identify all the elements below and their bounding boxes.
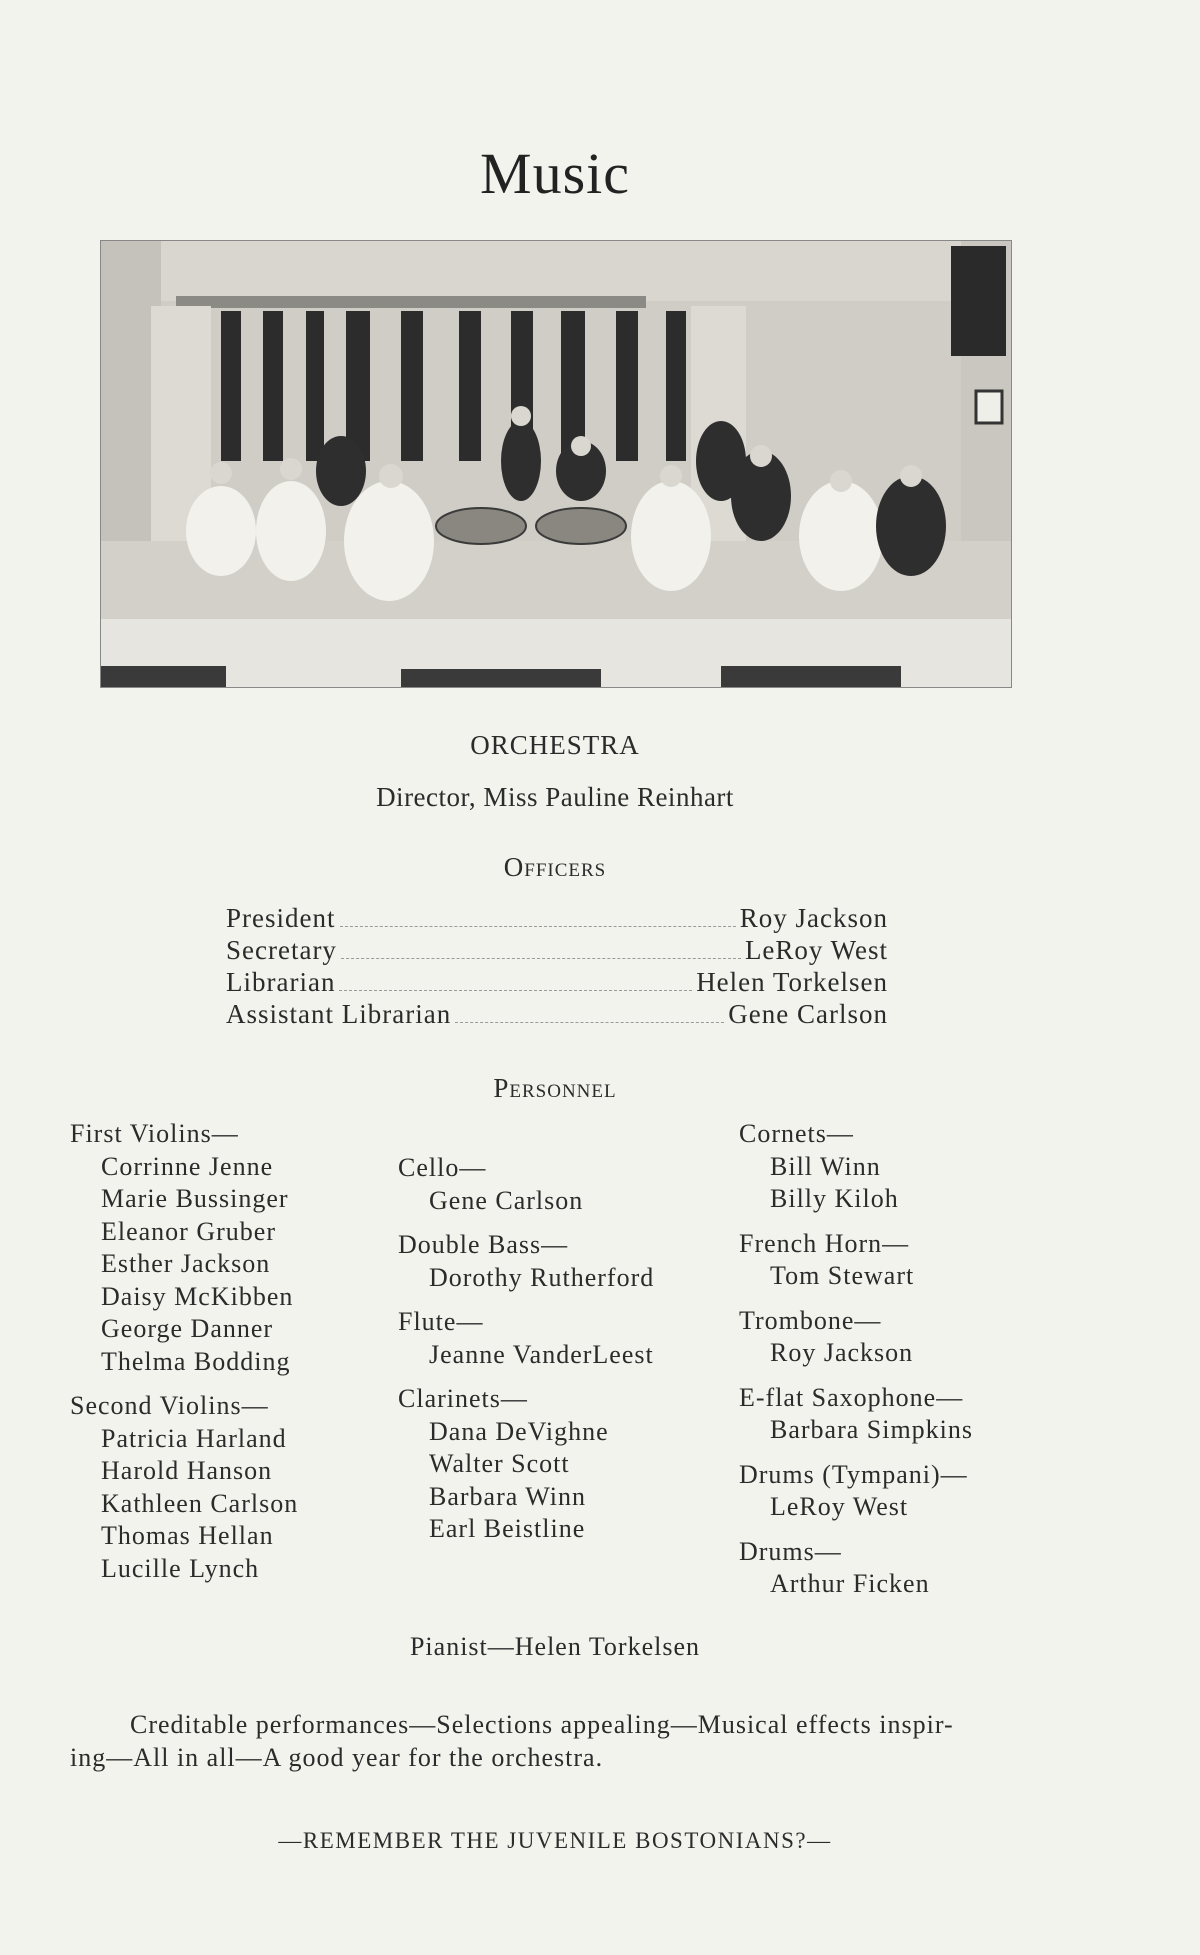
section-label: Drums (Tympani)— [739, 1459, 968, 1489]
officer-role: Assistant Librarian [226, 999, 452, 1029]
dot-leader [340, 926, 736, 927]
section-label: Clarinets— [398, 1384, 528, 1413]
member-name: Barbara Winn [429, 1481, 587, 1511]
member-name: Bill Winn [770, 1151, 881, 1181]
member-name: Earl Beistline [429, 1514, 586, 1543]
orchestra-heading: ORCHESTRA [470, 730, 640, 760]
officer-row [226, 935, 888, 967]
officers-heading: Officers [503, 852, 607, 882]
officer-name: Helen Torkelsen [696, 967, 888, 997]
member-name: Roy Jackson [770, 1338, 914, 1367]
instrument-section [739, 1382, 973, 1447]
orchestra-photo [100, 240, 1012, 688]
personnel-column-left [70, 1118, 298, 1585]
instrument-section [739, 1228, 973, 1293]
pianist-line: Pianist—Helen Torkelsen [409, 1632, 701, 1661]
officer-role: Librarian [226, 967, 336, 997]
instrument-section [398, 1306, 654, 1371]
instrument-section [739, 1536, 973, 1601]
member-name: LeRoy West [770, 1492, 909, 1521]
officer-name: Roy Jackson [739, 903, 888, 933]
member-name: Thomas Hellan [101, 1521, 274, 1550]
dot-leader [339, 990, 692, 991]
member-name: Gene Carlson [429, 1185, 584, 1215]
member-name: Tom Stewart [770, 1261, 915, 1290]
instrument-section [739, 1459, 973, 1524]
member-name: Kathleen Carlson [101, 1488, 299, 1518]
instrument-section [398, 1152, 654, 1217]
member-name: Esther Jackson [101, 1249, 271, 1278]
member-name: Dorothy Rutherford [429, 1262, 655, 1292]
footer-line: —REMEMBER THE JUVENILE BOSTONIANS?— [278, 1828, 832, 1853]
section-label: Drums— [739, 1536, 842, 1566]
instrument-section [398, 1383, 654, 1546]
member-name: Walter Scott [429, 1449, 570, 1478]
member-name: Billy Kiloh [770, 1184, 899, 1213]
section-label: Second Violins— [70, 1391, 269, 1420]
summary-paragraph [70, 1708, 1070, 1774]
member-name: Eleanor Gruber [101, 1216, 276, 1246]
instrument-section [739, 1305, 973, 1370]
member-name: Arthur Ficken [770, 1569, 930, 1598]
section-label: Cello— [398, 1153, 487, 1182]
section-label: Double Bass— [398, 1230, 569, 1259]
member-name: Jeanne VanderLeest [429, 1339, 654, 1369]
section-label: First Violins— [70, 1119, 239, 1148]
member-name: Thelma Bodding [101, 1346, 291, 1376]
section-label: E-flat Saxophone— [739, 1382, 964, 1412]
section-label: Cornets— [739, 1119, 854, 1148]
member-name: Barbara Simpkins [770, 1415, 974, 1444]
member-name: Harold Hanson [101, 1456, 273, 1485]
officer-row [226, 999, 888, 1031]
director-line: Director, Miss Pauline Reinhart [376, 782, 734, 812]
section-label: Trombone— [739, 1305, 882, 1335]
officer-role: Secretary [226, 935, 337, 965]
member-name: Dana DeVighne [429, 1416, 609, 1446]
officer-name: LeRoy West [744, 935, 888, 965]
member-name: Corrinne Jenne [101, 1151, 274, 1181]
paragraph-line: ing—All in all—A good year for the orchestra. [70, 1743, 604, 1772]
instrument-section [70, 1390, 298, 1585]
officer-row [226, 967, 888, 999]
personnel-column-middle [398, 1152, 654, 1546]
instrument-section [398, 1229, 654, 1294]
member-name: Marie Bussinger [101, 1184, 289, 1213]
instrument-section [739, 1118, 973, 1216]
section-label: Flute— [398, 1307, 484, 1336]
section-label: French Horn— [739, 1228, 910, 1258]
paragraph-line: Creditable performances—Selections appealing—Musical effects inspir- [130, 1710, 954, 1739]
member-name: Lucille Lynch [101, 1553, 260, 1583]
dot-leader [341, 958, 741, 959]
officer-role: President [226, 903, 336, 933]
member-name: Daisy McKibben [101, 1281, 294, 1311]
personnel-heading: Personnel [493, 1073, 617, 1103]
personnel-column-right [739, 1118, 973, 1601]
instrument-section [70, 1118, 298, 1378]
member-name: Patricia Harland [101, 1423, 287, 1453]
officer-name: Gene Carlson [728, 999, 888, 1029]
officer-row [226, 903, 888, 935]
page-title: Music [480, 141, 630, 206]
dot-leader [455, 1022, 724, 1023]
member-name: George Danner [101, 1314, 274, 1343]
